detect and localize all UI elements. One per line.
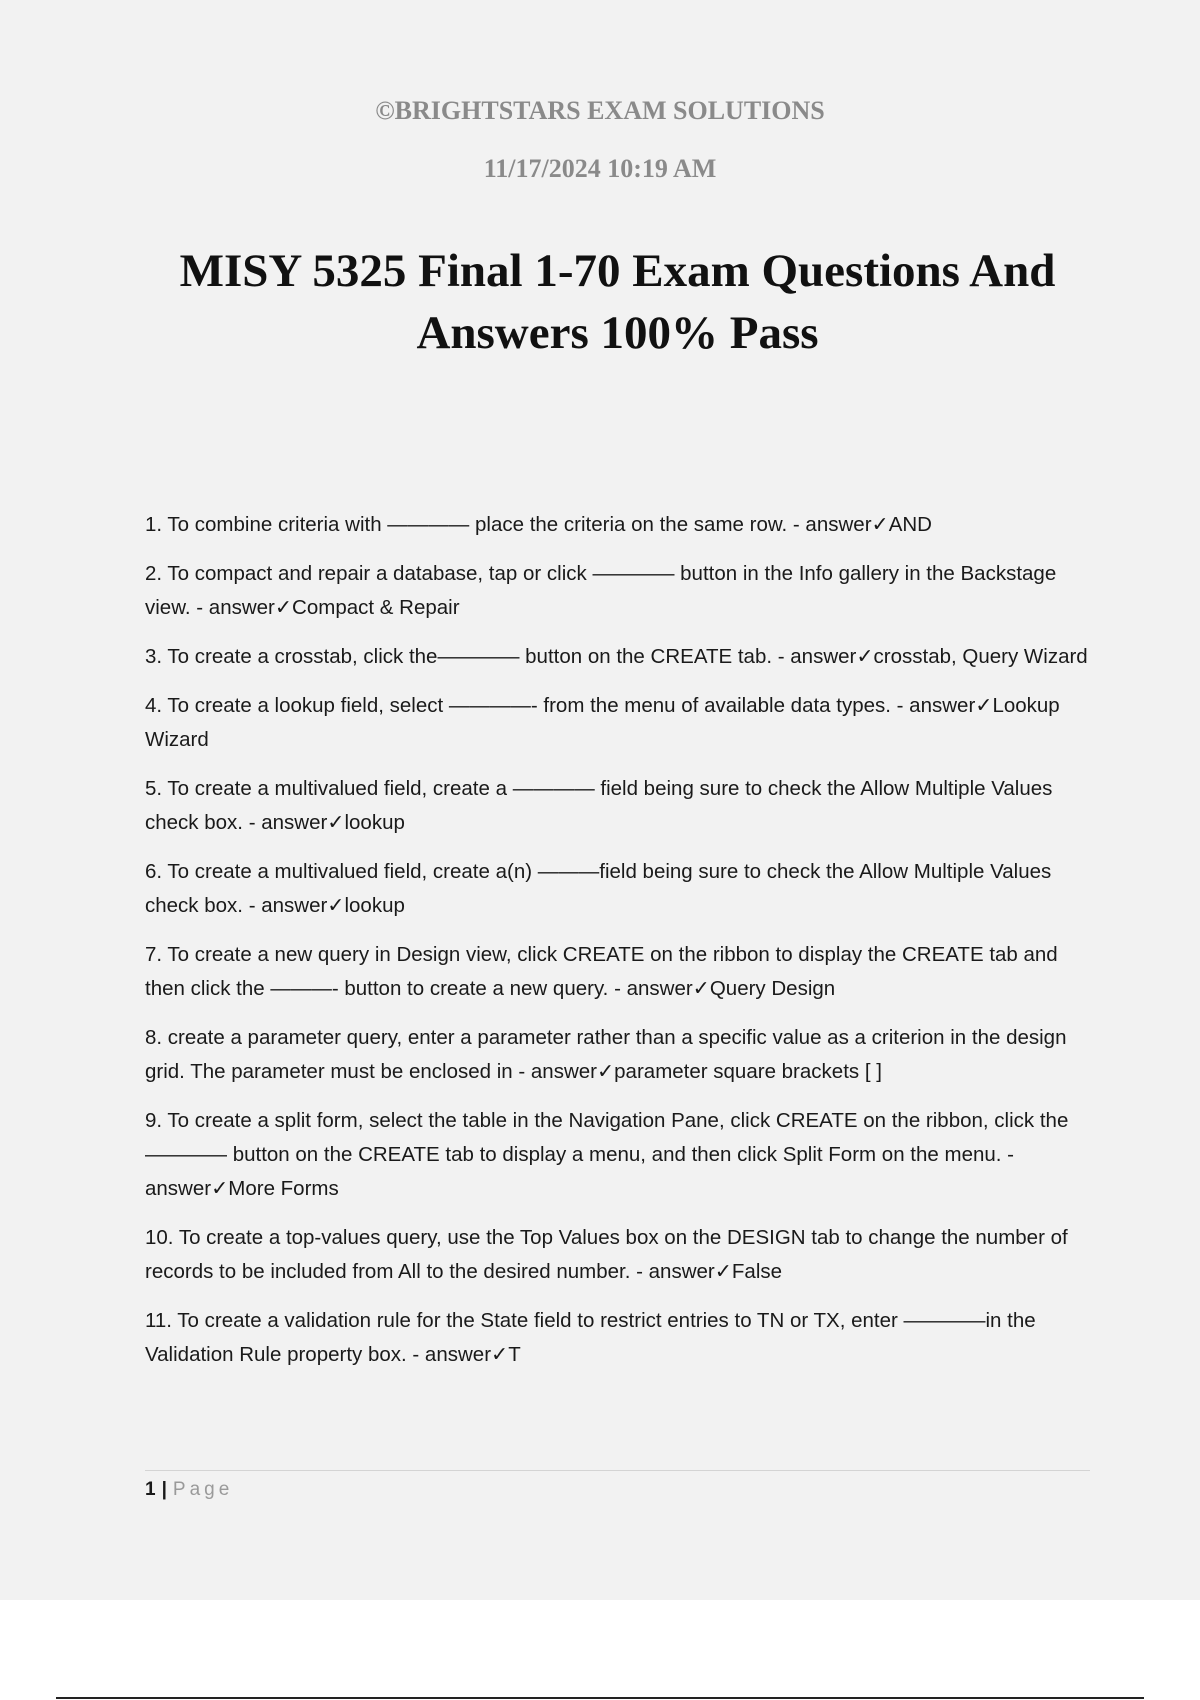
page-separator: | (161, 1479, 167, 1500)
question-list (145, 508, 1090, 1387)
page-footer (145, 1470, 1090, 1501)
page-number: 1 (145, 1479, 156, 1500)
page-label: Page (172, 1479, 234, 1500)
question-item-3: 3. To create a crosstab, click the———— button on the CREATE tab. - answer✓crosstab, Query Wizard (145, 645, 1088, 668)
question-item-8: 8. create a parameter query, enter a parameter rather than a specific value as a criterion in the design grid. The parameter must be enclosed in - answer✓parameter square brackets [ ] (145, 1026, 1067, 1083)
question-item-11: 11. To create a validation rule for the State field to restrict entries to TN or TX, enter ————in the Validation Rule property box. - answer✓T (145, 1309, 1036, 1366)
question-item-2: 2. To compact and repair a database, tap or click ———— button in the Info gallery in the Backstage view. - answer✓Compact & Repair (145, 562, 1057, 619)
question-item-4: 4. To create a lookup field, select ————- from the menu of available data types. - answer✓Lookup Wizard (145, 694, 1060, 751)
bottom-divider (56, 1697, 1144, 1699)
question-item-5: 5. To create a multivalued field, create a ———— field being sure to check the Allow Multiple Values check box. - answer✓lookup (145, 777, 1053, 834)
company-header: ©BRIGHTSTARS EXAM SOLUTIONS (375, 96, 825, 125)
question-item-9: 9. To create a split form, select the table in the Navigation Pane, click CREATE on the ribbon, click the ———— button on the CREATE tab to display a menu, and then click Split Form on the menu. - answer✓More Forms (145, 1109, 1069, 1200)
question-item-7: 7. To create a new query in Design view, click CREATE on the ribbon to display the CREATE tab and then click the ———- button to create a new query. - answer✓Query Design (145, 943, 1058, 1000)
question-item-6: 6. To create a multivalued field, create a(n) ———field being sure to check the Allow Multiple Values check box. - answer✓lookup (145, 860, 1052, 917)
document-title: MISY 5325 Final 1-70 Exam Questions And Answers 100% Pass (179, 245, 1056, 359)
question-item-1: 1. To combine criteria with ———— place the criteria on the same row. - answer✓AND (145, 513, 932, 536)
date-header: 11/17/2024 10:19 AM (483, 154, 717, 183)
question-item-10: 10. To create a top-values query, use the Top Values box on the DESIGN tab to change the number of records to be included from All to the desired number. - answer✓False (145, 1226, 1068, 1283)
